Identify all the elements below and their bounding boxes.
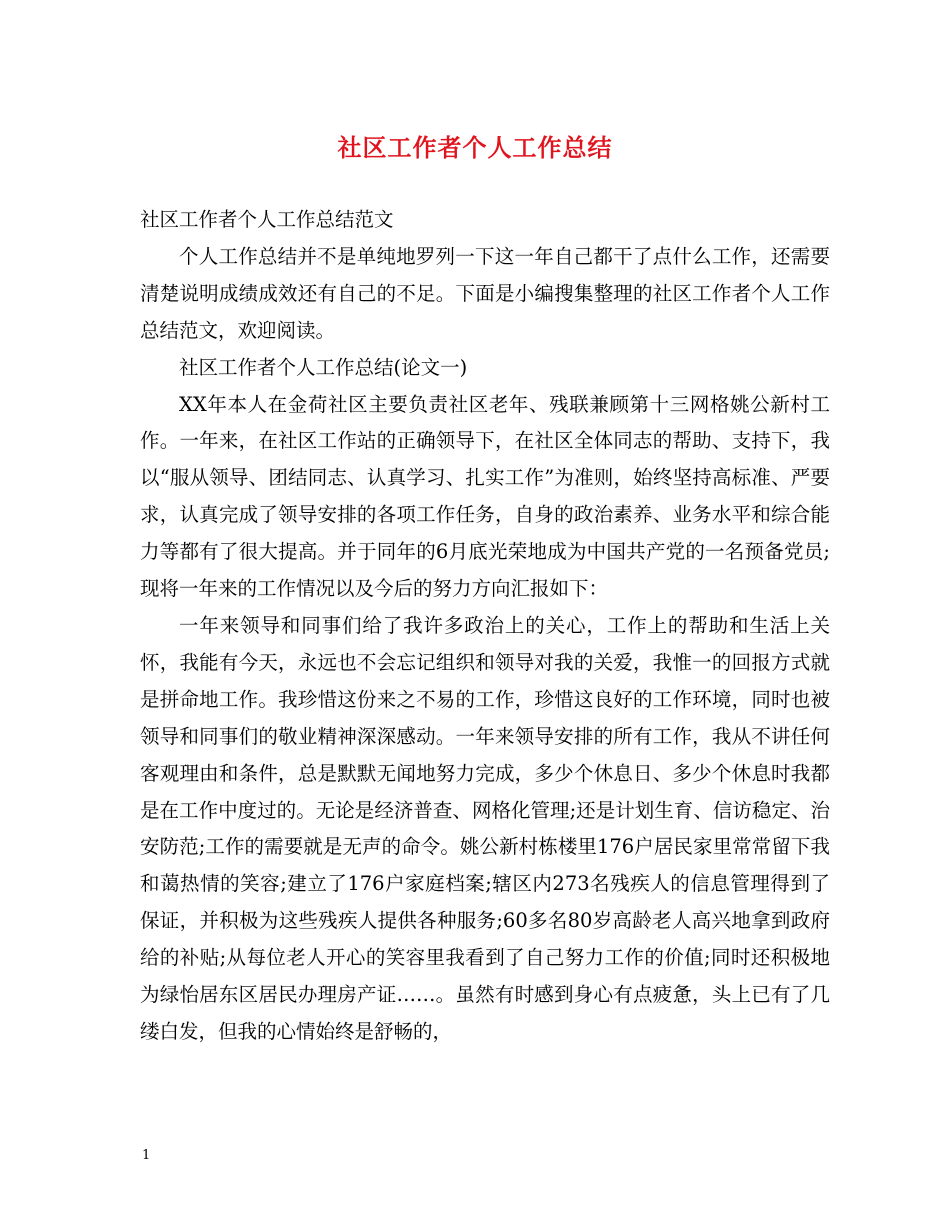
section-heading: 社区工作者个人工作总结(论文一) xyxy=(179,355,468,379)
body-paragraph: 一年来领导和同事们给了我许多政治上的关心，工作上的帮助和生活上关怀，我能有今天，永远也不会忘记组织和领导对我的关爱，我惟一的回报方式就是拼命地工作。我珍惜这份来之不易的工作，珍惜这良好的工作环境，同时也被领导和同事们的敬业精神深深感动。一年来领导安排的所有工作，我从不讲任何客观理由和条件，总是默默无闻地努力完成，多少个休息日、多少个休息时我都是在工作中度过的。无论是经济普查、网格化管理;还是计划生育、信访稳定、治安防范;工作的需要就是无声的命令。姚公新村栋楼里176户居民家里常常留下我和蔼热情的笑容;建立了176户家庭档案;辖区内273名残疾人的信息管理得到了保证，并积极为这些残疾人提供各种服务;60多名80岁高龄老人高兴地拿到政府给的补贴;从每位老人开心的笑容里我看到了自己努力工作的价值;同时还积极地为绿怡居东区居民办理房产证……。虽然有时感到身心有点疲惫，头上已有了几缕白发，但我的心情始终是舒畅的， xyxy=(140,613,830,1043)
body-paragraph: XX年本人在金荷社区主要负责社区老年、残联兼顾第十三网格姚公新村工作。一年来，在社区工作站的正确领导下，在社区全体同志的帮助、支持下，我以“服从领导、团结同志、认真学习、扎实工作”为准则，始终坚持高标准、严要求，认真完成了领导安排的各项工作任务，自身的政治素养、业务水平和综合能力等都有了很大提高。并于同年的6月底光荣地成为中国共产党的一名预备党员;现将一年来的工作情况以及今后的努力方向汇报如下： xyxy=(140,392,830,601)
document-subtitle: 社区工作者个人工作总结范文 xyxy=(140,208,394,231)
document-title: 社区工作者个人工作总结 xyxy=(337,133,613,162)
page-number: 1 xyxy=(142,1148,151,1163)
document-body xyxy=(140,202,830,1051)
intro-paragraph: 个人工作总结并不是单纯地罗列一下这一年自己都干了点什么工作，还需要清楚说明成绩成效还有自己的不足。下面是小编搜集整理的社区工作者个人工作总结范文，欢迎阅读。 xyxy=(140,244,830,342)
